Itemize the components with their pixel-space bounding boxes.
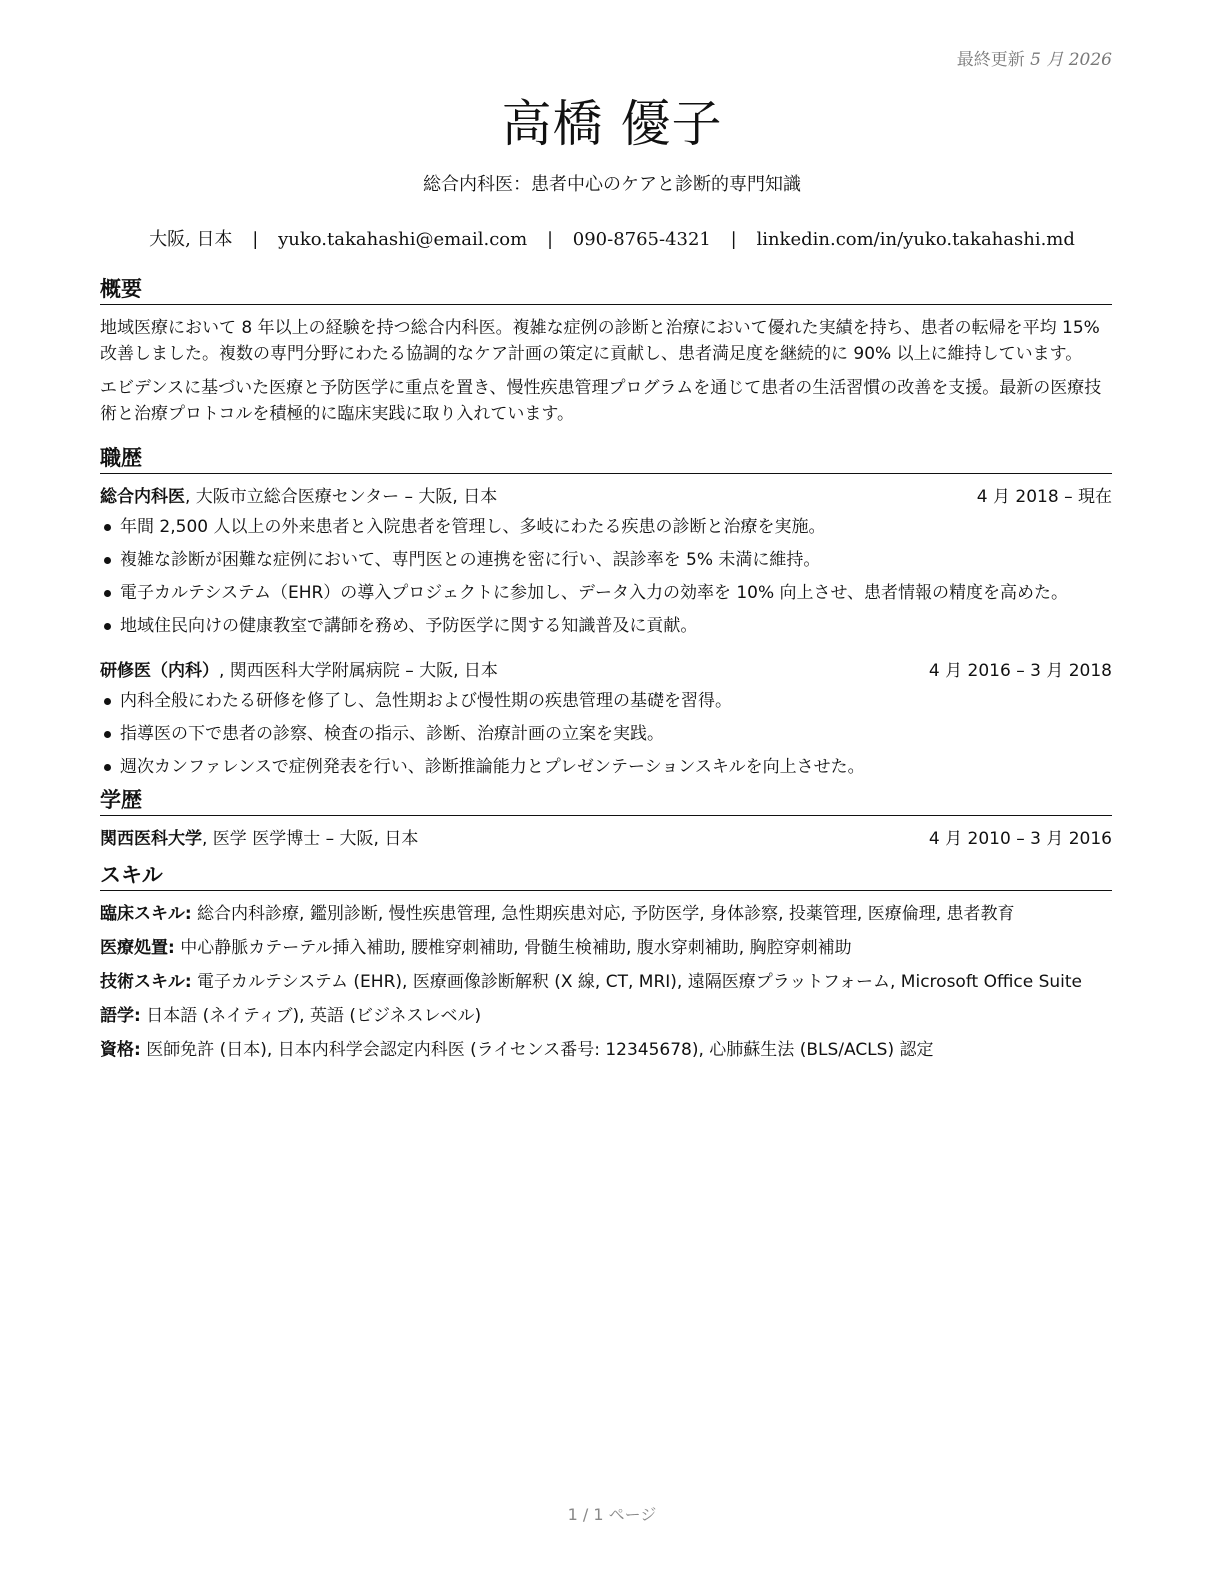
job-bullets <box>100 514 1112 639</box>
section-title-skills: スキル <box>100 862 1112 891</box>
skill-line <box>100 935 1112 961</box>
job-dates: 4 月 2018 – 現在 <box>976 487 1112 507</box>
contact-phone[interactable]: 090-8765-4321 <box>572 229 711 250</box>
summary-paragraph: エビデンスに基づいた医療と予防医学に重点を置き、慢性疾患管理プログラムを通じて患者の生活習慣の改善を支援。最新の医療技術と治療プロトコルを積極的に臨床実践に取り入れています。 <box>100 378 1102 424</box>
contact-linkedin[interactable]: linkedin.com/in/yuko.takahashi.md <box>756 229 1075 250</box>
job-bullets <box>100 688 1112 780</box>
skill-label: 医療処置: <box>100 938 175 958</box>
contact-location: 大阪, 日本 <box>149 229 233 250</box>
contact-separator: | <box>546 229 554 250</box>
section-title-education: 学歴 <box>100 787 1112 816</box>
skill-line <box>100 901 1112 927</box>
last-updated-date: 5 月 2026 <box>1030 50 1112 70</box>
skill-label: 臨床スキル: <box>100 904 192 924</box>
skill-value: 日本語 (ネイティブ), 英語 (ビジネスレベル) <box>140 1006 482 1026</box>
page-number: 1 / 1 ページ <box>567 1505 657 1524</box>
list-item: 複雑な診断が困難な症例において、専門医との連携を密に行い、誤診率を 5% 未満に維持。 <box>120 547 1112 573</box>
tagline: 総合内科医：患者中心のケアと診断的専門知識 <box>423 174 801 195</box>
education-entry <box>100 826 1112 852</box>
education-school: 関西医科大学 <box>100 829 202 849</box>
list-item: 週次カンファレンスで症例発表を行い、診断推論能力とプレゼンテーションスキルを向上させた。 <box>120 754 1112 780</box>
section-title-experience: 職歴 <box>100 445 1112 474</box>
contact-line <box>0 225 1224 251</box>
contact-separator: | <box>730 229 737 250</box>
education-detail: , 医学 医学博士 – 大阪, 日本 <box>202 829 419 849</box>
list-item: 指導医の下で患者の診察、検査の指示、診断、治療計画の立案を実践。 <box>120 721 1112 747</box>
contact-email[interactable]: yuko.takahashi@email.com <box>278 229 528 250</box>
list-item: 内科全般にわたる研修を修了し、急性期および慢性期の疾患管理の基礎を習得。 <box>120 688 1112 714</box>
job-org: , 大阪市立総合医療センター – 大阪, 日本 <box>185 487 498 507</box>
skill-line <box>100 1037 1112 1063</box>
skill-value: 総合内科診療, 鑑別診断, 慢性疾患管理, 急性期疾患対応, 予防医学, 身体診察, 投薬管理, 医療倫理, 患者教育 <box>191 904 1015 924</box>
skill-label: 技術スキル: <box>100 972 192 992</box>
skill-label: 資格: <box>100 1040 141 1060</box>
job-header <box>100 484 1112 510</box>
resume-body <box>100 276 1112 1071</box>
skill-line <box>100 1003 1112 1029</box>
job-header <box>100 658 1112 684</box>
summary-paragraph: 地域医療において 8 年以上の経験を持つ総合内科医。複雑な症例の診断と治療において優れた実績を持ち、患者の転帰を平均 15% 改善しました。複数の専門分野にわたる協調的なケア計画の策定に貢献し、患者満足度を継続的に 90% 以上に維持しています。 <box>100 318 1100 364</box>
list-item: 電子カルテシステム（EHR）の導入プロジェクトに参加し、データ入力の効率を 10% 向上させ、患者情報の精度を高めた。 <box>120 580 1112 606</box>
job-dates: 4 月 2016 – 3 月 2018 <box>928 661 1112 681</box>
skill-label: 語学: <box>100 1006 141 1026</box>
skill-line <box>100 969 1112 995</box>
skill-value: 医師免許 (日本), 日本内科学会認定内科医 (ライセンス番号: 12345678), 心肺蘇生法 (BLS/ACLS) 認定 <box>140 1040 934 1060</box>
job-role: 総合内科医 <box>100 487 185 507</box>
candidate-name: 高橋 優子 <box>501 95 723 153</box>
last-updated-prefix: 最終更新 <box>956 50 1031 70</box>
skill-value: 中心静脈カテーテル挿入補助, 腰椎穿刺補助, 骨髄生検補助, 腹水穿刺補助, 胸腔穿刺補助 <box>174 938 852 958</box>
job-role: 研修医（内科） <box>100 661 219 681</box>
skill-value: 電子カルテシステム (EHR), 医療画像診断解釈 (X 線, CT, MRI), 遠隔医療プラットフォーム, Microsoft Office Suite <box>191 972 1083 992</box>
list-item: 地域住民向けの健康教室で講師を務め、予防医学に関する知識普及に貢献。 <box>120 613 1112 639</box>
section-title-summary: 概要 <box>100 276 1112 305</box>
education-dates: 4 月 2010 – 3 月 2016 <box>928 829 1112 849</box>
last-updated <box>957 45 1112 70</box>
job-org: , 関西医科大学附属病院 – 大阪, 日本 <box>219 661 498 681</box>
list-item: 年間 2,500 人以上の外来患者と入院患者を管理し、多岐にわたる疾患の診断と治療を実施。 <box>120 514 1112 540</box>
contact-separator: | <box>252 229 259 250</box>
